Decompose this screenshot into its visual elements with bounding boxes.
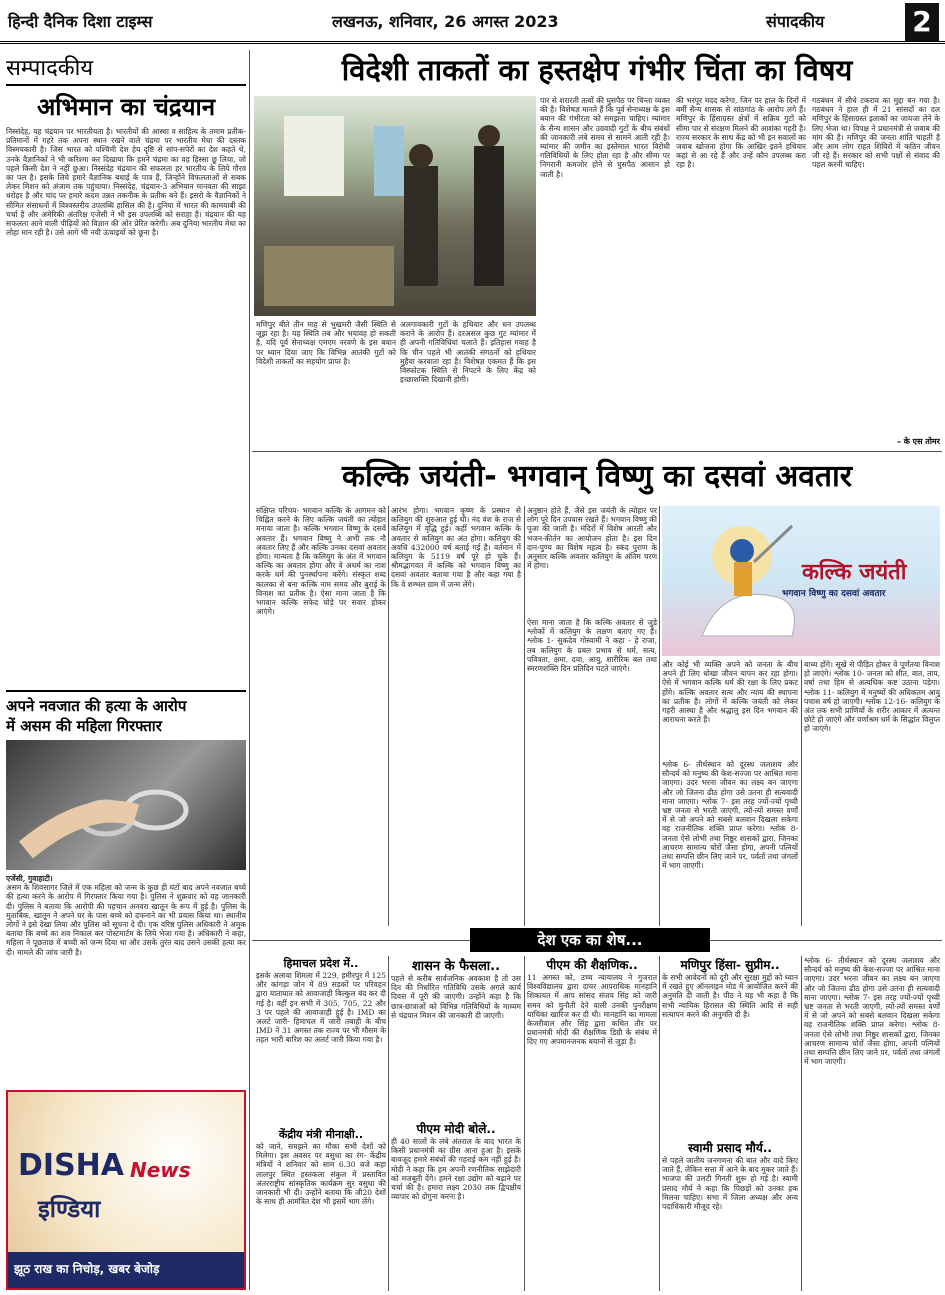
ad-subbrand: इण्डिया <box>38 1195 101 1223</box>
crime-headline-2: में असम की महिला गिरफ्तार <box>6 717 162 735</box>
bottom-item-title: मणिपुर हिंसा- सुप्रीम.. <box>680 958 780 972</box>
bottom-item-body: 11 अगस्त को, उच्च न्यायालय ने गुजरात विश्वविद्यालय द्वारा दायर आपराधिक मानहानि शिकायत में आप सांसद संजय सिंह को जारी समन को चुनौती देने वाली उनकी पुनरीक्षण याचिका खारिज कर दी थी। मानहानि का मामला केजरीवाल और सिंह द्वारा कथित तौर पर प्रधानमंत्री मोदी की शैक्षणिक डिग्री के संबंध में दिए गए अपमानजनक बयानों से जुड़ा है। <box>527 973 657 1047</box>
ad-brand-news: News <box>130 1158 191 1182</box>
bottom-item-order <box>391 956 521 1291</box>
feature-col4: और कोई भी व्यक्ति अपने को जनता के बीच अपने ही लिए धोखा जीवन यापन कर रहा होगा। ऐसे में भगवान कल्कि धर्म की रक्षा के लिए प्रकट होंगे। कल्कि अवतार सत्य और न्याय की स्थापना का प्रतीक है। लोगों में कल्कि जयंती को लेकर गहरी आस्था है और श्रद्धालु इस दिन भगवान की आराधना करते हैं। <box>662 660 798 725</box>
editorial-body: निस्संदेह, यह चंद्रयान पर भारतीयता है। भारतीयों की आस्था व साहित्य के तमाम प्रतीक-प्रतिमानों में गहरे तक अपना स्थान रखने वाले चंद्रमा पर भारतीय मेधा की दस्तक विस्मयकारी है। जिस भारत को पश्चिमी देश हेय दृष्टि से सांप-सपेरों का देश कहते थे, उनके वैज्ञानिकों ने भी करिश्मा कर दिखाया कि हमने चंद्रमा का वह हिस्सा छू लिया, जो पहले किसी देश ने नहीं छुआ। निस्संदेह चंद्रयान की सफलता हर भारतीय के लिये गौरव का पल है। इसके लिये हमारे वैज्ञानिक बधाई के पात्र हैं, जिन्होंने विफलताओं से सबक लेकर मिशन को अंजाम तक पहुंचाया। निस्संदेह, चंद्रयान-3 अभियान मानवता की साझा धरोहर है और चांद पर हमारे कदम उन्नत तकनीक के प्रतीक बने हैं। इसरो के वैज्ञानिकों ने सीमित संसाधनों में विश्वस्तरीय उपलब्धि हासिल की है। दुनिया में भारत की कामयाबी की चर्चा है और अमेरिकी अंतरिक्ष एजेंसी ने भी इस उपलब्धि को सराहा है। चंद्रयान की यह सफलता आने वाली पीढ़ियों को विज्ञान की ओर प्रेरित करेगी। अब दुनिया भारतीय मेधा का लोहा मान रही है। उसे आगे भी नयी ऊंचाइयों को छूना है। <box>6 127 246 238</box>
bottom-item-title: केंद्रीय मंत्री मीनाक्षी.. <box>278 1128 364 1141</box>
top-story-caption: मणिपुर बीते तीन माह से भुखमरी जैसी स्थिति से जूझ रहा है। यह स्थिति तब और भयावह हो सकती है, यदि पूर्व सेनाध्यक्ष एमएम नरवणे के इस बयान पर ध्यान दिया जाए कि विभिन्न आतंकी गुटों को विदेशी ताकतों का सहयोग प्राप्त है। <box>256 320 396 366</box>
feature-col4-verses: श्लोक 6- तीर्थस्थान को दूरस्थ जलाशय और सौन्दर्य को मनुष्य की केश-सज्जा पर आश्रित माना जाएगा। उदर भरना जीवन का लक्ष्य बन जाएगा और जो जितना ढीठ होगा उसे उतना ही सत्यवादी माना जाएगा। श्लोक 7- इस तरह ज्यों-ज्यों पृथ्वी भ्रष्ट जनता से भरती जाएगी, त्यों-त्यों समस्त वर्णों में से जो अपने को सबसे बलवान दिखला सकेगा वह राजनीतिक शक्ति प्राप्त करेगा। श्लोक 8- जनता ऐसे लोभी तथा निष्ठुर शासकों द्वारा, जिनका आचरण सामान्य चोरों जैसा होगा, अपनी पत्नियों तथा सम्पत्ति छीन लिए जाने पर, पर्वतों तथा जंगलों में भाग जाएगी। <box>662 760 798 871</box>
manipur-photo <box>254 96 536 316</box>
top-story-col4: गठबंधन में सीधे टकराव का मुद्दा बन गया है। गठबंधन ने हाल ही में 21 सांसदों का दल मणिपुर के हिंसाग्रस्त इलाकों का जायजा लेने के लिए भेजा था। विपक्ष ने प्रधानमंत्री से जवाब की मांग की है। मणिपुर की जनता शांति चाहती है और आम लोग राहत शिविरों में कठिन जीवन जी रहे हैं। सरकार को सभी पक्षों से संवाद की पहल करनी चाहिए। <box>812 96 940 170</box>
page-number: 2 <box>905 3 939 41</box>
masthead <box>0 0 945 44</box>
bottom-item-title: पीएम मोदी बोले.. <box>416 1122 496 1136</box>
bottom-item-manipur <box>662 956 798 1291</box>
top-story-headline-box <box>254 50 940 94</box>
crime-story <box>6 690 246 1085</box>
bottom-item-body: पहले से करीब सार्वजनिक अवकाश है तो उस दिन की निर्धारित गतिविधि उसके अगले कार्य दिवस में पूरी की जाएगी। उन्होंने कहा है कि छात्र-छात्राओं को विभिन्न गतिविधियों के माध्यम से चंद्रयान मिशन की जानकारी दी जाएगी। <box>391 974 521 1020</box>
kalki-image-subtitle: भगवान विष्णु का दसवां अवतार <box>782 589 886 599</box>
crime-headline-1: अपने नवजात की हत्या के आरोप <box>6 697 187 715</box>
bottom-item-body: को जाने, समझने का मौका सभी देशों को मिलेगा। इस अवसर पर वसुधा का रंग- केंद्रीय मंत्रियों ने शनिवार को साम 6.30 बजे कहा लालपुर स्थित हस्तकला संकुल में प्रस्तावित अंतरराष्ट्रीय सांस्कृतिक कार्यक्रम सुर वसुधा की जानकारी भी दी। उन्होंने बताया कि जी20 देशों के साथ ही आमंत्रित देश भी इसमें भाग लेंगे। <box>256 1142 386 1207</box>
editorial <box>6 52 246 692</box>
top-story-col2: पार से शरारती तत्वों की घुसपैठ पर चिन्ता व्यक्त की है। विशेषज्ञ मानते हैं कि पूर्व सेनाध्यक्ष के इस बयान की गंभीरता को समझना चाहिए। म्यांमार के सैन्य शासन और उग्रवादी गुटों के बीच संबंधों की जानकारी लंबे समय से सामने आती रही है। म्यांमार की जमीन का इस्तेमाल भारत विरोधी गतिविधियों के लिए होता रहा है और सीमा पर निगरानी कमजोर होने से घुसपैठ आसान हो जाती है। <box>540 96 670 179</box>
editorial-label: सम्पादकीय <box>6 56 94 81</box>
bottom-item-body: इसके अलावा शिमला में 229, हमीरपुर में 125 और कांगड़ा जोन में 89 सड़कों पर परिवहन द्वारा यातायात को आवाजाही बिल्कुल बंद कर दी गई है। वहीं इन सभी में 305, 705, 22 और 3 पर पहले की आवाजाही हुई है। IMD का अलर्ट जारी- हिमाचल में जारी तबाही के बीच IMD ने 31 अगस्त तक राज्य पर भी मौसम के तहत भारी बारिश का अलर्ट जारी किया गया है। <box>256 971 386 1045</box>
section-label: संपादकीय <box>766 12 825 31</box>
kalki-image-title: कल्कि जयंती <box>802 560 907 585</box>
top-story-byline: – के एस तोमर <box>896 437 940 446</box>
bottom-item-body: से पहले जातीय जनगणना की बात और वादे किए जाते हैं, लेकिन सत्ता में आने के बाद मुकर जाते हैं। भाजपा की उलटी गिनती शुरू हो गई है। स्वामी प्रसाद मौर्य ने कहा कि पिछड़ों को उनका हक मिलना चाहिए। सभा में जिला अध्यक्ष और अन्य पदाधिकारी मौजूद रहे। <box>662 1156 798 1212</box>
feature-headline-box <box>254 453 940 503</box>
bottom-item-title: शासन के फैसला.. <box>411 959 501 974</box>
feature-col5: बाध्य होंगे। सूखे से पीड़ित होकर वे पूर्णतया विनाश हो जाएंगे। श्लोक 10- जनता को शीत, वात, ताप, वर्षा तथा हिम से अत्यधिक कष्ट उठाना पड़ेगा। श्लोक 11- कलियुग में मनुष्यों की अधिकतम आयु पचास वर्ष हो जाएगी। श्लोक 12-16- कलियुग के अंत तक सभी प्राणियों के शरीर आकार में अत्यन्त छोटे हो जाएंगे और वर्णाश्रम धर्म के सिद्धांत विलुप्त हो जाएंगे। <box>804 660 940 734</box>
top-story-col3: की भरपूर मदद करेगा, जिन पर हाल के दिनों में बर्मी सैन्य शासक से सांठगांठ के आरोप लगे हैं। मणिपुर के हिंसाग्रस्त क्षेत्रों में सक्रिय गुटों को सीमा पार से संरक्षण मिलने की आशंका गहरी है। राज्य सरकार के साथ केंद्र को भी इन सवालों का जवाब खोजना होगा कि आखिर इतने हथियार कहां से आ रहे हैं और उन्हें कौन उपलब्ध करा रहा है। <box>676 96 806 170</box>
feature-col1: संक्षिप्त परिचय- भगवान कल्कि के आगमन को चिह्नित करने के लिए कल्कि जयंती का त्योहार मनाया जाता है। कल्कि भगवान विष्णु के दसवें अवतार हैं। भगवान विष्णु ने अभी तक नौ अवतार लिए हैं और कल्कि उनका दसवां अवतार होगा। मान्यता है कि कलियुग के अंत में भगवान कल्कि का अवतार होगा और वे अधर्म का नाश करके धर्म की पुनर्स्थापना करेंगे। संस्कृत शब्द कालका से बना कल्कि नाम समय और बुराई के विनाश का प्रतीक है। ऐसा माना जाता है कि भगवान कल्कि सफेद घोड़े पर सवार होकर आएंगे। <box>256 506 386 617</box>
paper-name: हिन्दी दैनिक दिशा टाइम्स <box>8 12 153 31</box>
kalki-image <box>662 506 940 656</box>
ad-tagline: झूठ राख का निचोड़, खबर बेजोड़ <box>14 1262 160 1276</box>
crime-dateline: एजेंसी, गुवाहाटी। <box>6 874 53 883</box>
feature-col3-verses: ऐसा माना जाता है कि कल्कि अवतार से जुड़े श्लोकों में कलियुग के लक्षण बताए गए हैं। श्लोक 1- सुकदेव गोस्वामी ने कहा - हे राजा, तब कलियुग के प्रबल प्रभाव से धर्म, सत्य, पवित्रता, क्षमा, दया, आयु, शारीरिक बल तथा स्मरणशक्ति दिन प्रतिदिन घटते जाएंगे। <box>527 618 657 674</box>
bottom-item-body: ही 40 सालों के लंबे अंतराल के बाद भारत के किसी प्रधानमंत्री का ग्रीस आना हुआ है। इसके बावजूद हमारे संबंधों की गहराई कम नहीं हुई है। मोदी ने कहा कि हम अपनी रणनीतिक साझेदारी को मजबूती देंगे। हमने रक्षा उद्योग को बढ़ाने पर चर्चा की है। हमारा लक्ष्य 2030 तक द्विपक्षीय व्यापार को दोगुना करना है। <box>391 1137 521 1202</box>
disha-news-ad <box>6 1090 246 1290</box>
bottom-item-title: पीएम की शैक्षणिक.. <box>546 958 638 972</box>
bottom-col-continued: श्लोक 6- तीर्थस्थान को दूरस्थ जलाशय और सौन्दर्य को मनुष्य की केश-सज्जा पर आश्रित माना जाएगा। उदर भरना जीवन का लक्ष्य बन जाएगा और जो जितना ढीठ होगा उसे उतना ही सत्यवादी माना जाएगा। श्लोक 7- इस तरह ज्यों-ज्यों पृथ्वी भ्रष्ट जनता से भरती जाएगी, त्यों-त्यों समस्त वर्णों में से जो अपने को सबसे बलवान दिखला सकेगा वह राजनीतिक शक्ति प्राप्त करेगा। श्लोक 8- जनता ऐसे लोभी तथा निष्ठुर शासकों द्वारा, जिनका आचरण सामान्य चोरों जैसा होगा, अपनी पत्नियों तथा सम्पत्ति छीन लिए जाने पर, पर्वतों तथा जंगलों में भाग जाएगी। <box>804 956 940 1067</box>
bottom-item-title: स्वामी प्रसाद मौर्य.. <box>688 1141 772 1155</box>
top-story-col1: अलगावकारी गुटों के हथियार और धन उपलब्ध कराने के आरोप हैं। दरअसल कुछ गुट म्यांमार में ही अपनी गतिविधियां चलाते हैं। इतिहास गवाह है कि चीन पहले भी आतंकी संगठनों को हथियार मुहैया करवाता रहा है। विशेषज्ञ एकमत हैं कि इस विस्फोटक स्थिति से निपटने के लिए केंद्र को इच्छाशक्ति दिखानी होगी। <box>400 320 536 385</box>
bottom-item-pm-degree <box>527 956 657 1291</box>
editorial-headline: अभिमान का चंद्रयान <box>36 93 216 121</box>
handcuffs-photo <box>6 740 246 870</box>
ad-brand: DISHA <box>18 1148 124 1183</box>
dateline: लखनऊ, शनिवार, 26 अगस्त 2023 <box>332 12 559 31</box>
top-story-headline: विदेशी ताकतों का हस्तक्षेप गंभीर चिंता का विषय <box>341 53 853 87</box>
feature-headline: कल्कि जयंती- भगवान् विष्णु का दसवां अवतार <box>341 459 853 494</box>
crime-body: असम के शिवसागर जिले में एक महिला को जन्म के कुछ ही घंटों बाद अपने नवजात बच्चे की हत्या करने के आरोप में गिरफ्तार किया गया है। पुलिस ने शुक्रवार को यह जानकारी दी। पुलिस ने बताया कि आरोपी की पहचान अनवरा खातून के रूप में हुई है। पुलिस के मुताबिक, खातून ने अपने घर के पास बच्चे को दफनाने का भी प्रयास किया था। स्थानीय लोगों ने इसे देखा लिया और पुलिस को सूचना दे दी। एक वरिष्ठ पुलिस अधिकारी ने अमुक बताया कि बच्चे का शव निकाल कर पोस्टमार्टम के लिये भेजा गया है। अधिकारी ने कहा, महिला ने पूछताछ में बच्ची को जन्म दिया था और उसके तुरंत बाद उसने उसकी हत्या कर दी। मामले की जांच जारी है। <box>6 883 246 957</box>
bottom-item-title: हिमाचल प्रदेश में.. <box>283 957 359 970</box>
bottom-item-himachal <box>256 956 386 1291</box>
bottom-banner: देश एक का शेष... <box>470 928 710 952</box>
feature-col2: आरंभ होगा। भगवान कृष्ण के प्रस्थान से कलियुग की शुरुआत हुई थी। नंद वंश के राज से कलियुग में वृद्धि हुई। कहीं भगवान कल्कि के अवतार से कलियुग का अंत होगा। कलियुग की अवधि 432000 वर्ष बताई गई है। वर्तमान में कलियुग के 5119 वर्ष पूरे हो चुके हैं। श्रीमद्भागवत में कल्कि को भगवान विष्णु का दसवां अवतार बताया गया है और कहा गया है कि वे शम्भल ग्राम में जन्म लेंगे। <box>391 506 521 589</box>
bottom-item-body: के सभी आवेदनों को दूरी और सुरक्षा मुद्दों को ध्यान में रखते हुए ऑनलाइन मोड में आयोजित करने की अनुमति दी जाती है। पीठ ने यह भी कहा है कि सभी न्यायिक हिरासत की स्थिति आदि से सही सत्यापन करने की अनुमति दी है। <box>662 973 798 1019</box>
feature-col3: अनुष्ठान होते हैं, जैसे इस जयंती के त्योहार पर लोग पूरे दिन उपवास रखते हैं। भगवान विष्णु की पूजा की जाती है। मंदिरों में विशेष आरती और भजन-कीर्तन का आयोजन होता है। इस दिन दान-पुण्य का विशेष महत्व है। स्कंद पुराण के अनुसार कल्कि अवतार कलियुग के अंतिम चरण में होगा। <box>527 506 657 571</box>
